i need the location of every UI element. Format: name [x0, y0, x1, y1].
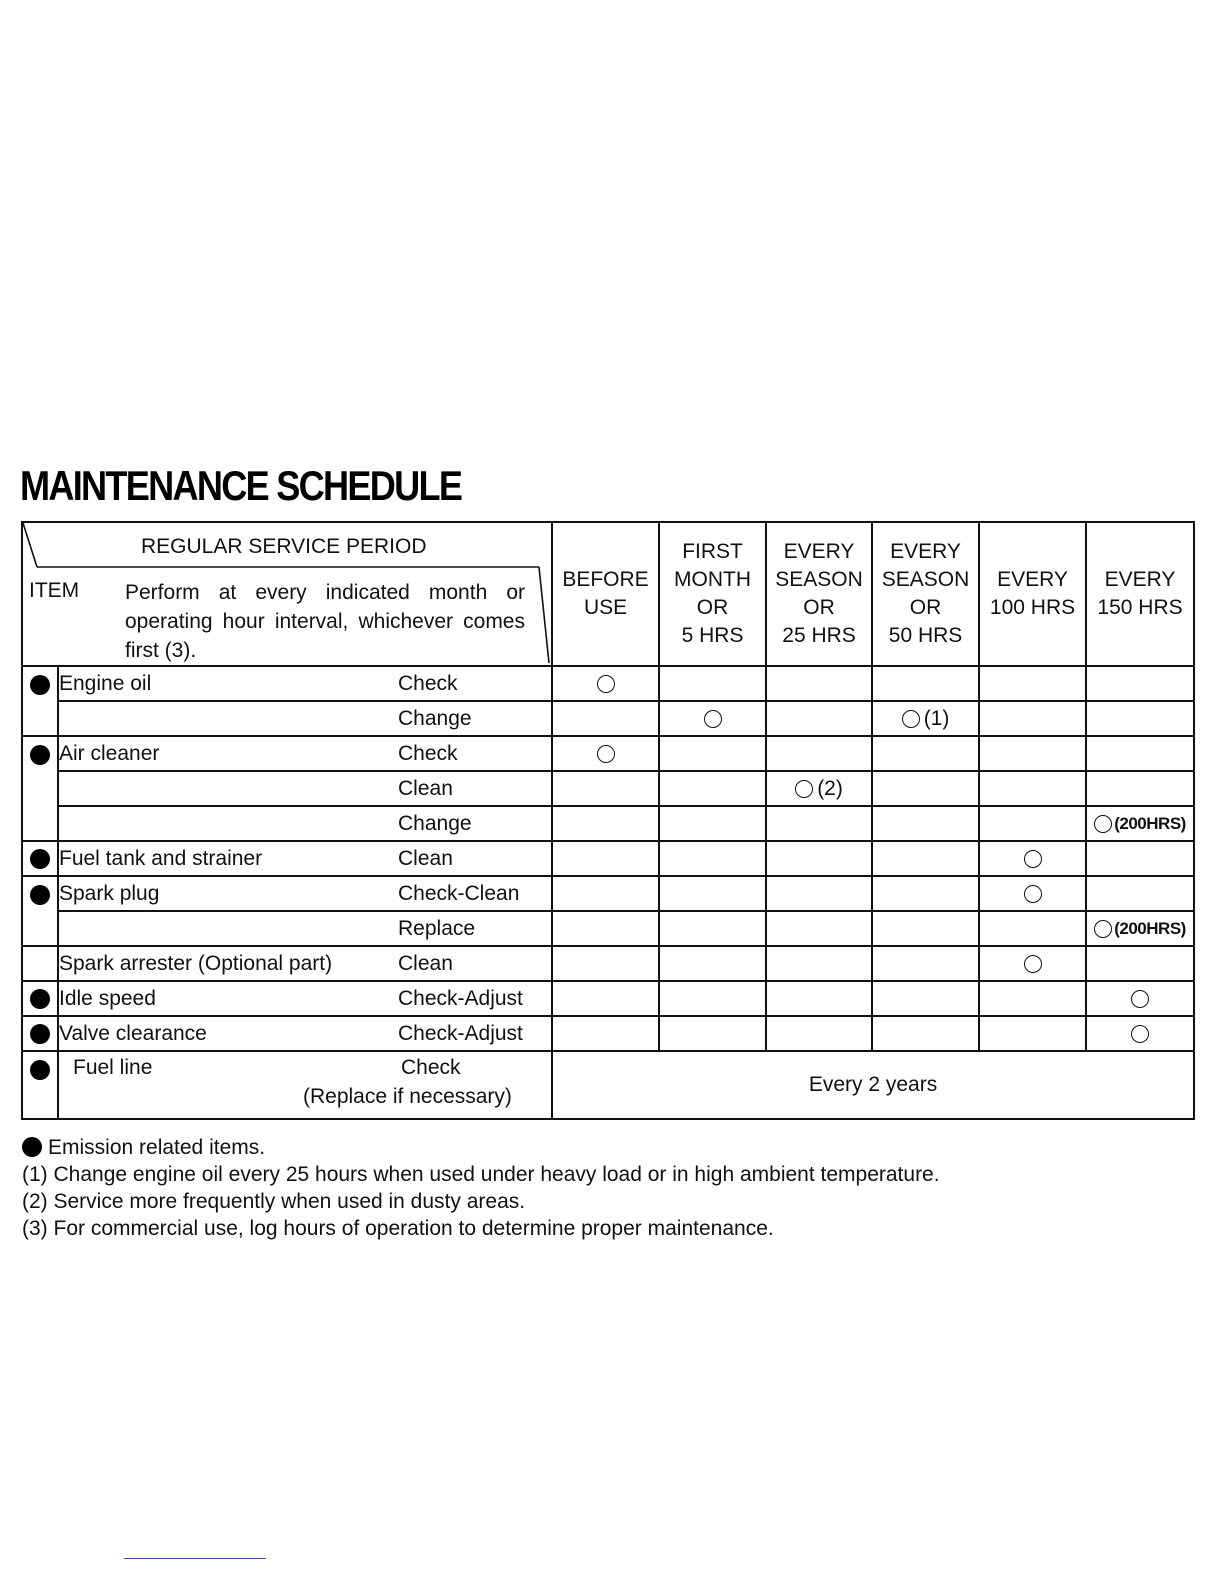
emission-bullet	[22, 1051, 58, 1119]
cell-empty	[659, 946, 766, 981]
cell-empty	[979, 806, 1086, 841]
cell-150hrs	[1086, 911, 1194, 946]
item-action: Change	[398, 701, 552, 736]
maintenance-table	[21, 521, 1195, 1120]
circle-mark-icon	[704, 710, 722, 728]
col-line: EVERY	[890, 540, 961, 563]
item-action: Clean	[398, 841, 552, 876]
emission-bullet	[22, 981, 58, 1016]
table-row	[22, 701, 1194, 736]
item-name: Engine oil	[58, 666, 398, 701]
emission-bullet	[22, 736, 58, 841]
table-row	[22, 876, 1194, 911]
item-action: Clean	[398, 771, 552, 806]
item-name	[58, 771, 398, 806]
circle-mark-icon	[597, 675, 615, 693]
footnote-ref: (1)	[923, 706, 950, 730]
footnote-ref: (200HRS)	[1114, 918, 1186, 938]
item-name	[58, 911, 398, 946]
cell-empty	[659, 666, 766, 701]
item-action: Replace	[398, 911, 552, 946]
circle-mark-icon	[795, 780, 813, 798]
bullet-icon	[30, 989, 50, 1009]
item-action: Change	[398, 806, 552, 841]
divider-line	[124, 1558, 266, 1559]
cell-empty	[659, 1016, 766, 1051]
footnote-3: (3) For commercial use, log hours of operation to determine proper maintenance.	[22, 1217, 774, 1240]
col-line: OR	[909, 596, 942, 619]
fuel-line-interval: Every 2 years	[552, 1051, 1194, 1119]
fuel-line-item-cell	[58, 1051, 552, 1119]
cell-empty	[659, 806, 766, 841]
cell-100hrs	[979, 876, 1086, 911]
cell-empty	[659, 771, 766, 806]
col-line: FIRST	[682, 540, 743, 563]
col-line: BEFORE	[562, 568, 649, 591]
item-name: Fuel tank and strainer	[58, 841, 398, 876]
item-action: Check	[398, 666, 552, 701]
table-row	[22, 1051, 1194, 1119]
cell-empty	[766, 946, 872, 981]
emission-bullet	[22, 1016, 58, 1051]
cell-empty	[872, 1016, 979, 1051]
cell-before-use	[552, 666, 659, 701]
cell-100hrs	[979, 946, 1086, 981]
col-line: MONTH	[674, 568, 752, 591]
col-100hrs	[979, 522, 1086, 666]
emission-bullet	[22, 666, 58, 736]
cell-empty	[659, 911, 766, 946]
cell-empty	[552, 911, 659, 946]
bullet-icon	[22, 1137, 42, 1157]
item-action: Check-Adjust	[398, 981, 552, 1016]
cell-empty	[766, 806, 872, 841]
circle-mark-icon	[1024, 885, 1042, 903]
cell-empty	[979, 736, 1086, 771]
cell-empty	[872, 841, 979, 876]
cell-empty	[1086, 736, 1194, 771]
cell-empty	[552, 876, 659, 911]
circle-mark-icon	[902, 710, 920, 728]
col-line: 5 HRS	[681, 624, 744, 647]
cell-before-use	[552, 736, 659, 771]
cell-empty	[659, 876, 766, 911]
page-title: MAINTENANCE SCHEDULE	[20, 462, 462, 509]
bullet-icon	[30, 1060, 50, 1080]
item-action: Check-Adjust	[398, 1016, 552, 1051]
cell-150hrs	[1086, 981, 1194, 1016]
circle-mark-icon	[1094, 920, 1112, 938]
table-row	[22, 946, 1194, 981]
cell-season-50	[872, 701, 979, 736]
footnote-emission	[22, 1134, 940, 1161]
table-row	[22, 666, 1194, 701]
cell-empty	[1086, 771, 1194, 806]
col-line: EVERY	[997, 568, 1068, 591]
item-action: Check	[401, 1056, 461, 1079]
no-bullet	[22, 946, 58, 981]
col-line: SEASON	[881, 568, 970, 591]
cell-empty	[872, 666, 979, 701]
col-line: OR	[696, 596, 729, 619]
cell-empty	[552, 771, 659, 806]
item-name: Spark plug	[58, 876, 398, 911]
cell-empty	[979, 911, 1086, 946]
cell-empty	[659, 841, 766, 876]
cell-empty	[766, 1016, 872, 1051]
footnote-text: Emission related items.	[48, 1136, 266, 1159]
cell-empty	[979, 981, 1086, 1016]
header-row	[22, 522, 1194, 666]
circle-mark-icon	[1131, 1025, 1149, 1043]
cell-empty	[766, 701, 872, 736]
cell-empty	[872, 981, 979, 1016]
cell-empty	[766, 736, 872, 771]
cell-empty	[979, 666, 1086, 701]
cell-150hrs	[1086, 1016, 1194, 1051]
cell-empty	[1086, 666, 1194, 701]
circle-mark-icon	[1024, 955, 1042, 973]
item-action: Check	[398, 736, 552, 771]
item-name: Spark arrester (Optional part)	[58, 946, 398, 981]
cell-empty	[552, 946, 659, 981]
cell-empty	[872, 736, 979, 771]
cell-empty	[872, 806, 979, 841]
circle-mark-icon	[1024, 850, 1042, 868]
service-period-header	[22, 522, 552, 666]
col-season-50	[872, 522, 979, 666]
cell-empty	[1086, 701, 1194, 736]
footnote-1: (1) Change engine oil every 25 hours when used under heavy load or in high ambient temperature.	[22, 1163, 940, 1186]
col-line: EVERY	[1104, 568, 1176, 591]
col-150hrs	[1086, 522, 1194, 666]
item-action-sub: (Replace if necessary)	[303, 1085, 512, 1108]
col-line: OR	[803, 596, 835, 619]
col-line: 50 HRS	[888, 624, 963, 647]
circle-mark-icon	[1131, 990, 1149, 1008]
table-row	[22, 771, 1194, 806]
item-name	[58, 806, 398, 841]
perform-instruction: Perform at every indicated month or operating hour interval, whichever comes first (3).	[125, 581, 525, 662]
cell-empty	[872, 946, 979, 981]
cell-150hrs	[1086, 806, 1194, 841]
circle-mark-icon	[597, 745, 615, 763]
item-name: Air cleaner	[58, 736, 398, 771]
table-row	[22, 911, 1194, 946]
col-before-use	[552, 522, 659, 666]
footnote-ref: (2)	[817, 776, 843, 800]
item-action: Clean	[398, 946, 552, 981]
col-line: 100 HRS	[989, 596, 1076, 619]
cell-empty	[1086, 876, 1194, 911]
col-line: 25 HRS	[782, 624, 856, 647]
cell-empty	[552, 1016, 659, 1051]
cell-empty	[766, 911, 872, 946]
col-first-month	[659, 522, 766, 666]
col-line: SEASON	[775, 568, 863, 591]
cell-empty	[1086, 841, 1194, 876]
item-name: Valve clearance	[58, 1016, 398, 1051]
emission-bullet	[22, 876, 58, 946]
item-action: Check-Clean	[398, 876, 552, 911]
cell-empty	[1086, 946, 1194, 981]
cell-empty	[766, 841, 872, 876]
item-name: Idle speed	[58, 981, 398, 1016]
cell-empty	[979, 771, 1086, 806]
table-row	[22, 841, 1194, 876]
bullet-icon	[30, 675, 50, 695]
regular-service-period-label: REGULAR SERVICE PERIOD	[141, 535, 427, 558]
cell-empty	[552, 841, 659, 876]
cell-empty	[552, 981, 659, 1016]
cell-empty	[766, 981, 872, 1016]
footnote-ref: (200HRS)	[1114, 813, 1186, 833]
cell-empty	[552, 806, 659, 841]
table-row	[22, 806, 1194, 841]
cell-first-month	[659, 701, 766, 736]
table-row	[22, 981, 1194, 1016]
circle-mark-icon	[1094, 815, 1112, 833]
item-name	[58, 701, 398, 736]
cell-empty	[979, 1016, 1086, 1051]
cell-empty	[552, 701, 659, 736]
cell-empty	[872, 876, 979, 911]
bullet-icon	[30, 849, 50, 869]
cell-empty	[766, 666, 872, 701]
item-name: Fuel line	[73, 1056, 153, 1079]
cell-empty	[872, 771, 979, 806]
cell-100hrs	[979, 841, 1086, 876]
item-label: ITEM	[29, 579, 80, 602]
bullet-icon	[30, 1024, 50, 1044]
emission-bullet	[22, 841, 58, 876]
cell-empty	[766, 876, 872, 911]
cell-empty	[659, 736, 766, 771]
footnote-2: (2) Service more frequently when used in dusty areas.	[22, 1190, 526, 1213]
col-season-25	[766, 522, 872, 666]
table-row	[22, 736, 1194, 771]
cell-season-25	[766, 771, 872, 806]
table-row	[22, 1016, 1194, 1051]
cell-empty	[659, 981, 766, 1016]
col-line: 150 HRS	[1097, 596, 1183, 619]
footnotes	[22, 1134, 940, 1242]
col-line: USE	[583, 596, 628, 619]
bullet-icon	[30, 885, 50, 905]
cell-empty	[872, 911, 979, 946]
cell-empty	[979, 701, 1086, 736]
col-line: EVERY	[783, 540, 855, 563]
bullet-icon	[30, 745, 50, 765]
